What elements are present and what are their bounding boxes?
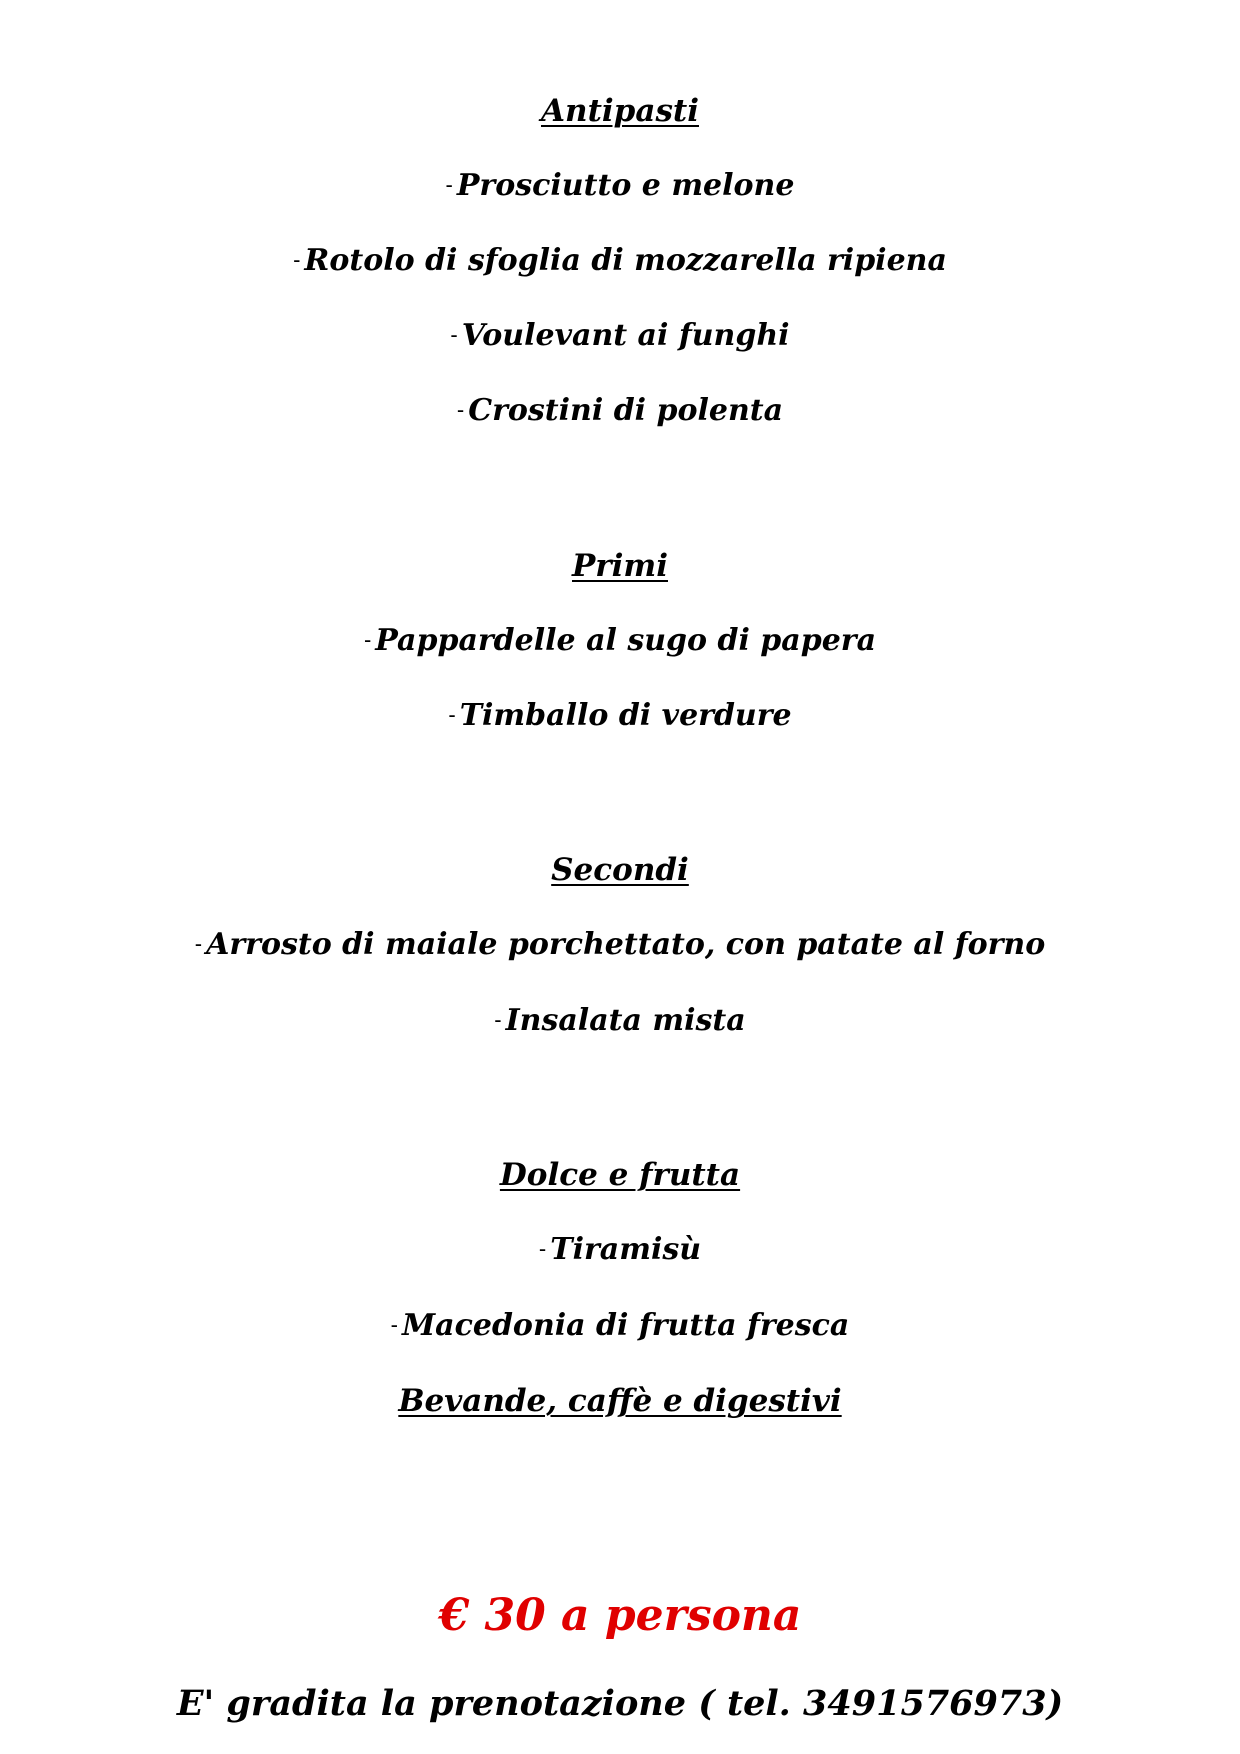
item-dash: -: [445, 172, 453, 197]
menu-item: [0, 168, 1240, 203]
menu-item-label: Prosciutto e melone: [456, 168, 795, 203]
menu-item: [0, 927, 1240, 962]
menu-item-label: Macedonia di frutta fresca: [401, 1308, 850, 1343]
section-heading-secondi: Secondi: [551, 852, 689, 888]
menu-item-label: Rotolo di sfoglia di mozzarella ripiena: [304, 243, 947, 278]
menu-item: [0, 1308, 1240, 1343]
menu-item-label: Timballo di verdure: [459, 698, 792, 733]
menu-item-label: Crostini di polenta: [468, 393, 784, 428]
item-dash: -: [538, 1236, 547, 1261]
item-dash: -: [448, 702, 456, 727]
menu-item: [0, 1232, 1240, 1267]
section-heading-primi: Primi: [572, 548, 668, 584]
menu-item: [0, 623, 1240, 658]
menu-item: [0, 393, 1240, 428]
menu-item-label: Pappardelle al sugo di papera: [375, 623, 877, 658]
price-label: € 30 a persona: [438, 1590, 802, 1641]
item-dash: -: [494, 1007, 502, 1032]
extras-heading: Bevande, caffè e digestivi: [398, 1383, 842, 1419]
item-dash: -: [450, 322, 458, 347]
section-heading-dolce-e-frutta: Dolce e frutta: [499, 1157, 741, 1193]
menu-item: [0, 243, 1240, 278]
menu-item-label: Arrosto di maiale porchettato, con patate al forno: [206, 927, 1046, 962]
section-heading-antipasti: Antipasti: [541, 93, 699, 129]
menu-item: [0, 318, 1240, 353]
menu-item: [0, 698, 1240, 733]
item-dash: -: [363, 627, 372, 652]
item-dash: -: [390, 1312, 398, 1337]
menu-item-label: Insalata mista: [505, 1003, 746, 1038]
item-dash: -: [456, 397, 465, 422]
menu-item-label: Tiramisù: [550, 1232, 702, 1267]
reservation-note: E' gradita la prenotazione ( tel. 3491576973): [176, 1683, 1064, 1724]
menu-item: [0, 1003, 1240, 1038]
menu-item-label: Voulevant ai funghi: [461, 318, 790, 353]
item-dash: -: [194, 931, 203, 956]
item-dash: -: [293, 247, 301, 272]
